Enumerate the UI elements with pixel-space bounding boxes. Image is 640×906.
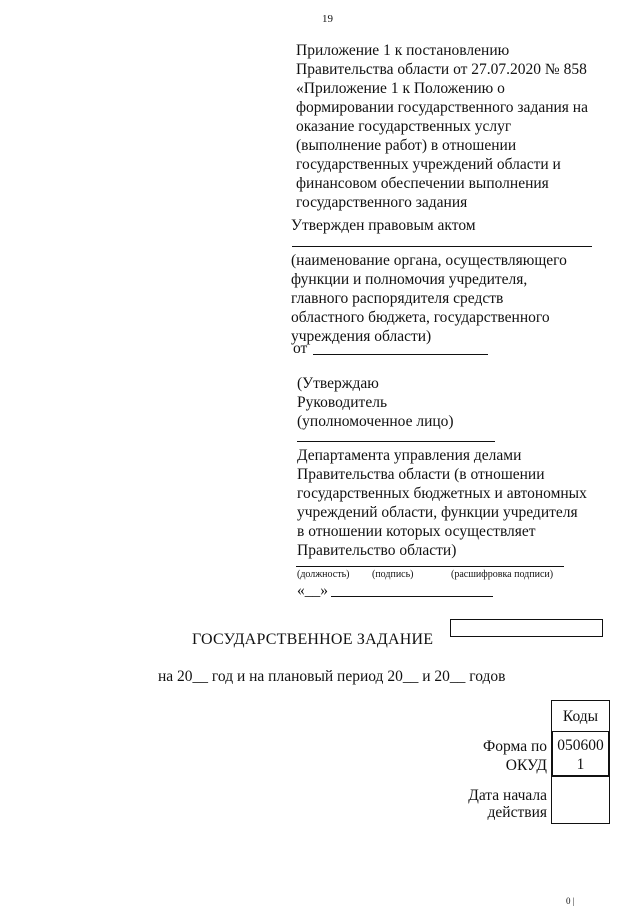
signature-line: [296, 566, 564, 567]
department-line: в отношении которых осуществляет: [297, 523, 536, 540]
date-quote-label: «__»: [297, 582, 328, 599]
appendix-line: государственного задания: [296, 194, 468, 211]
approve-line: (уполномоченное лицо): [297, 413, 454, 430]
start-date-cell: [551, 776, 610, 824]
from-label: от: [293, 340, 308, 357]
appendix-line: оказание государственных услуг: [296, 118, 512, 135]
organ-caption-line: областного бюджета, государственного: [291, 309, 550, 326]
registry-number-box: [450, 619, 603, 637]
start-date-label-1: Дата начала: [468, 787, 547, 804]
start-date-label-2: действия: [487, 804, 547, 821]
appendix-header: [296, 41, 616, 212]
document-title: ГОСУДАРСТВЕННОЕ ЗАДАНИЕ: [192, 631, 434, 648]
okud-label-2: ОКУД: [505, 757, 547, 774]
organ-caption: [291, 251, 567, 346]
department-line: Департамента управления делами: [297, 447, 522, 464]
department-block: [297, 446, 587, 560]
appendix-line: финансовом обеспечении выполнения: [296, 175, 549, 192]
corner-mark: 0 |: [566, 896, 575, 906]
department-line: Правительство области): [297, 542, 457, 559]
approve-line: (Утверждаю: [297, 375, 379, 392]
appendix-line: государственных учреждений области и: [296, 156, 561, 173]
okud-code-line-1: 050600: [557, 737, 604, 754]
okud-label-1: Форма по: [482, 738, 547, 755]
organ-caption-line: функции и полномочия учредителя,: [291, 271, 528, 288]
position-caption: (должность): [297, 569, 350, 580]
appendix-line: Приложение 1 к постановлению: [296, 42, 510, 59]
head-signature-line: [297, 441, 495, 442]
appendix-line: Правительства области от 27.07.2020 № 858: [296, 61, 587, 78]
appendix-line: формировании государственного задания на: [296, 99, 588, 116]
approve-line: Руководитель: [297, 394, 388, 411]
organ-caption-line: (наименование органа, осуществляющего: [291, 252, 567, 269]
appendix-line: (выполнение работ) в отношении: [296, 137, 517, 154]
okud-code-cell: [551, 731, 610, 777]
codes-header: Коды: [551, 700, 610, 732]
document-subtitle: на 20__ год и на плановый период 20__ и 20__ годов: [158, 668, 506, 685]
approved-by-act-label: Утвержден правовым актом: [291, 217, 476, 234]
department-line: учреждений области, функции учредителя: [297, 504, 578, 521]
organ-name-line: [292, 246, 592, 247]
organ-caption-line: учреждения области): [291, 328, 432, 345]
approve-block: [297, 374, 454, 431]
from-date-line: [313, 354, 488, 355]
appendix-line: «Приложение 1 к Положению о: [296, 80, 505, 97]
decoding-caption: (расшифровка подписи): [451, 569, 554, 580]
signature-caption: (подпись): [372, 569, 414, 580]
okud-code-line-2: 1: [576, 756, 585, 773]
page-number: 19: [322, 13, 333, 25]
department-line: Правительства области (в отношении: [297, 466, 545, 483]
signature-date-line: [331, 596, 493, 597]
department-line: государственных бюджетных и автономных: [297, 485, 587, 502]
organ-caption-line: главного распорядителя средств: [291, 290, 504, 307]
